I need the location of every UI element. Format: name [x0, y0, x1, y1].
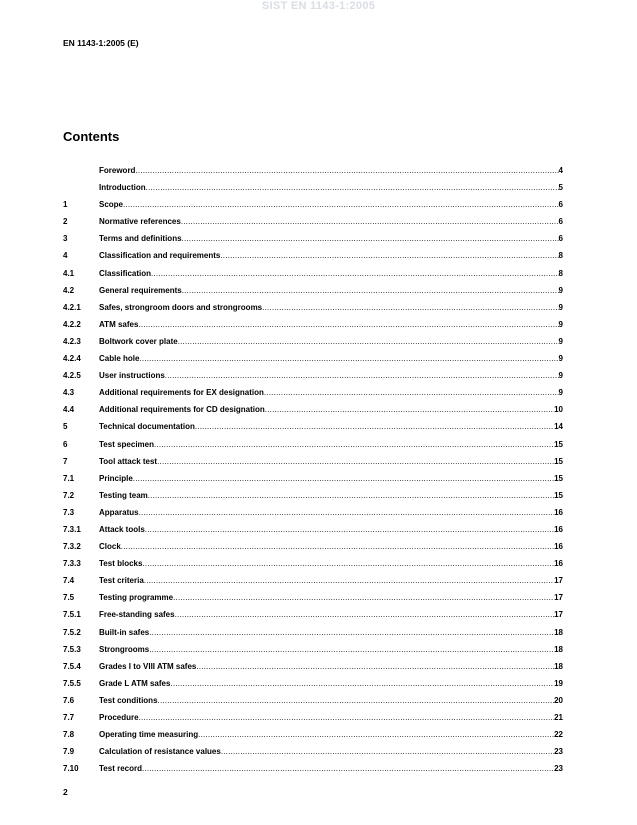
toc-dot-leader	[170, 679, 554, 688]
toc-entry-title: Grades I to VIII ATM safes	[99, 661, 197, 671]
toc-entry-number: 7.10	[63, 764, 79, 774]
toc-dot-leader	[139, 508, 555, 517]
toc-dot-leader	[178, 337, 559, 346]
toc-entry-number: 7.3.2	[63, 542, 81, 552]
toc-entry-title: Calculation of resistance values	[99, 747, 221, 757]
toc-entry[interactable]	[63, 269, 563, 286]
toc-dot-leader	[154, 440, 554, 449]
toc-dot-leader	[142, 764, 554, 773]
toc-entry-title: Scope	[99, 200, 124, 210]
toc-entry-title: Classification and requirements	[99, 251, 221, 261]
toc-entry-page: 6	[558, 234, 563, 244]
toc-entry-page: 6	[558, 217, 563, 227]
toc-entry[interactable]	[63, 200, 563, 217]
toc-entry-title: Introduction	[99, 183, 146, 193]
toc-entry-page: 9	[558, 319, 563, 329]
toc-entry-number: 7.3	[63, 507, 75, 517]
toc-dot-leader	[198, 730, 554, 739]
toc-dot-leader	[195, 422, 554, 431]
toc-entry[interactable]	[63, 303, 563, 320]
toc-dot-leader	[157, 457, 554, 466]
toc-entry-title: User instructions	[99, 371, 165, 381]
toc-dot-leader	[133, 474, 554, 483]
toc-entry-title: Classification	[99, 268, 152, 278]
toc-entry-number: 4.2.3	[63, 336, 81, 346]
toc-entry[interactable]	[63, 576, 563, 593]
toc-dot-leader	[264, 388, 559, 397]
toc-entry-number: 7.4	[63, 576, 75, 586]
toc-entry-number: 4.2.5	[63, 371, 81, 381]
toc-entry-page: 16	[554, 524, 563, 534]
toc-entry[interactable]	[63, 457, 563, 474]
toc-entry-number: 4	[63, 251, 68, 261]
toc-entry-page: 15	[554, 456, 563, 466]
toc-entry-page: 9	[558, 371, 563, 381]
toc-entry-page: 16	[554, 559, 563, 569]
toc-entry-page: 21	[554, 713, 563, 722]
toc-entry-number: 7.1	[63, 473, 75, 483]
toc-entry[interactable]	[63, 251, 563, 268]
toc-entry[interactable]	[63, 217, 563, 234]
toc-entry-number: 4.2.4	[63, 354, 81, 364]
toc-entry-title: Foreword	[99, 166, 136, 175]
page-number: 2	[63, 787, 68, 797]
toc-entry-number: 7.5.3	[63, 644, 81, 654]
toc-entry-title: Normative references	[99, 217, 181, 227]
toc-entry-page: 6	[558, 200, 563, 210]
toc-entry-title: Additional requirements for EX designation	[99, 388, 264, 398]
toc-entry-number: 7.9	[63, 747, 75, 757]
toc-entry[interactable]	[63, 610, 563, 627]
toc-dot-leader	[173, 593, 554, 602]
toc-entry[interactable]	[63, 559, 563, 576]
toc-entry-page: 10	[554, 405, 563, 415]
toc-entry-page: 18	[554, 661, 563, 671]
toc-entry-title: Attack tools	[99, 524, 145, 534]
toc-entry-title: Boltwork cover plate	[99, 336, 178, 346]
toc-entry-title: Operating time measuring	[99, 730, 199, 740]
toc-dot-leader	[175, 610, 555, 619]
toc-dot-leader	[196, 662, 554, 671]
toc-dot-leader	[149, 628, 554, 637]
toc-entry-title: Apparatus	[99, 507, 139, 517]
toc-dot-leader	[142, 559, 554, 568]
toc-entry-title: Principle	[99, 473, 133, 483]
toc-entry[interactable]	[63, 491, 563, 508]
toc-dot-leader	[123, 200, 559, 209]
toc-entry-title: Testing team	[99, 490, 148, 500]
document-reference: EN 1143-1:2005 (E)	[63, 38, 139, 48]
toc-entry-title: Test specimen	[99, 439, 154, 449]
toc-entry-page: 23	[554, 764, 563, 774]
toc-entry[interactable]	[63, 713, 563, 730]
toc-dot-leader	[121, 542, 554, 551]
toc-entry-page: 18	[554, 644, 563, 654]
toc-entry-title: ATM safes	[99, 319, 139, 329]
toc-entry-number: 7.6	[63, 695, 75, 705]
toc-dot-leader	[158, 696, 555, 705]
toc-dot-leader	[145, 525, 554, 534]
toc-entry-number: 7.5.1	[63, 610, 81, 620]
toc-entry-title: Strongrooms	[99, 644, 150, 654]
toc-entry-number: 7.5.5	[63, 678, 81, 688]
toc-entry[interactable]	[63, 508, 563, 525]
toc-entry[interactable]	[63, 337, 563, 354]
toc-entry-number: 4.2.1	[63, 302, 81, 312]
toc-entry-page: 14	[554, 422, 563, 432]
toc-dot-leader	[181, 217, 559, 226]
toc-dot-leader	[148, 491, 554, 500]
toc-entry-page: 19	[554, 678, 563, 688]
toc-dot-leader	[221, 747, 554, 756]
toc-entry[interactable]	[63, 593, 563, 610]
toc-entry[interactable]	[63, 422, 563, 439]
toc-dot-leader	[182, 286, 559, 295]
toc-entry-number: 4.4	[63, 405, 75, 415]
toc-entry-title: Clock	[99, 542, 121, 552]
toc-entry[interactable]	[63, 662, 563, 679]
toc-entry-number: 7.8	[63, 730, 75, 740]
toc-entry-page: 16	[554, 507, 563, 517]
toc-entry-page: 9	[558, 388, 563, 398]
toc-entry-page: 20	[554, 695, 563, 705]
toc-entry-number: 4.3	[63, 388, 75, 398]
toc-entry-title: Tool attack test	[99, 456, 158, 466]
table-of-contents	[63, 166, 563, 781]
toc-entry[interactable]	[63, 183, 563, 200]
toc-dot-leader	[146, 183, 559, 192]
toc-entry[interactable]	[63, 628, 563, 645]
toc-dot-leader	[139, 713, 555, 722]
toc-entry-number: 2	[63, 217, 68, 227]
toc-entry-title: Terms and definitions	[99, 234, 182, 244]
toc-entry-page: 8	[558, 251, 563, 261]
toc-entry[interactable]	[63, 354, 563, 371]
toc-entry-page: 8	[558, 268, 563, 278]
toc-entry-page: 17	[554, 576, 563, 586]
toc-entry-page: 15	[554, 439, 563, 449]
toc-entry[interactable]	[63, 730, 563, 747]
toc-entry-title: Safes, strongroom doors and strongrooms	[99, 302, 263, 312]
toc-entry[interactable]	[63, 747, 563, 764]
toc-entry-title: Testing programme	[99, 593, 174, 603]
toc-entry-page: 17	[554, 610, 563, 620]
toc-entry-page: 17	[554, 593, 563, 603]
toc-dot-leader	[149, 645, 554, 654]
toc-entry[interactable]	[63, 542, 563, 559]
toc-dot-leader	[135, 166, 558, 175]
toc-entry-number: 7.7	[63, 713, 75, 722]
toc-entry[interactable]	[63, 525, 563, 542]
toc-entry-number: 7.5.2	[63, 627, 81, 637]
toc-entry[interactable]	[63, 234, 563, 251]
toc-dot-leader	[165, 371, 559, 380]
toc-dot-leader	[220, 251, 558, 260]
toc-entry[interactable]	[63, 679, 563, 696]
toc-entry-title: General requirements	[99, 285, 182, 295]
toc-entry[interactable]	[63, 645, 563, 662]
toc-entry-title: Free-standing safes	[99, 610, 175, 620]
toc-entry-number: 7.5	[63, 593, 75, 603]
toc-entry[interactable]	[63, 764, 563, 781]
toc-entry-page: 15	[554, 490, 563, 500]
toc-dot-leader	[262, 303, 558, 312]
toc-entry-number: 7.2	[63, 490, 75, 500]
toc-entry[interactable]	[63, 440, 563, 457]
toc-entry-number: 1	[63, 200, 68, 210]
toc-entry-page: 16	[554, 542, 563, 552]
toc-entry-number: 3	[63, 234, 68, 244]
toc-entry-number: 4.1	[63, 268, 75, 278]
toc-entry-number: 7.3.3	[63, 559, 81, 569]
toc-entry[interactable]	[63, 696, 563, 713]
toc-entry-title: Test blocks	[99, 559, 143, 569]
toc-entry-number: 4.2	[63, 285, 75, 295]
toc-entry-number: 5	[63, 422, 68, 432]
toc-dot-leader	[265, 405, 554, 414]
toc-entry-title: Test conditions	[99, 695, 158, 705]
toc-entry-page: 9	[558, 354, 563, 364]
watermark: SIST EN 1143-1:2005	[261, 0, 376, 12]
page-title: Contents	[63, 129, 120, 144]
toc-entry-title: Grade L ATM safes	[99, 678, 171, 688]
toc-entry[interactable]	[63, 166, 563, 183]
toc-entry-title: Additional requirements for CD designation	[99, 405, 265, 415]
toc-dot-leader	[139, 354, 558, 363]
toc-entry-page: 4	[558, 166, 563, 175]
toc-entry[interactable]	[63, 474, 563, 491]
toc-dot-leader	[144, 576, 554, 585]
toc-entry-title: Built-in safes	[99, 627, 150, 637]
toc-entry[interactable]	[63, 286, 563, 303]
toc-entry-number: 7.5.4	[63, 661, 81, 671]
toc-entry[interactable]	[63, 320, 563, 337]
toc-entry-page: 15	[554, 473, 563, 483]
toc-dot-leader	[182, 234, 559, 243]
toc-entry-page: 9	[558, 285, 563, 295]
toc-entry[interactable]	[63, 405, 563, 422]
toc-entry-title: Procedure	[99, 713, 139, 722]
toc-entry-page: 9	[558, 302, 563, 312]
toc-entry-title: Test criteria	[99, 576, 144, 586]
toc-dot-leader	[138, 320, 558, 329]
toc-entry-title: Cable hole	[99, 354, 140, 364]
toc-entry-page: 23	[554, 747, 563, 757]
toc-entry[interactable]	[63, 388, 563, 405]
toc-entry-page: 9	[558, 336, 563, 346]
toc-entry-number: 7	[63, 456, 68, 466]
toc-entry-page: 5	[558, 183, 563, 193]
toc-entry-number: 7.3.1	[63, 524, 81, 534]
toc-entry-number: 6	[63, 439, 68, 449]
toc-entry[interactable]	[63, 371, 563, 388]
toc-entry-page: 22	[554, 730, 563, 740]
toc-entry-title: Technical documentation	[99, 422, 195, 432]
toc-entry-title: Test record	[99, 764, 142, 774]
toc-entry-page: 18	[554, 627, 563, 637]
toc-dot-leader	[151, 269, 559, 278]
toc-entry-number: 4.2.2	[63, 319, 81, 329]
